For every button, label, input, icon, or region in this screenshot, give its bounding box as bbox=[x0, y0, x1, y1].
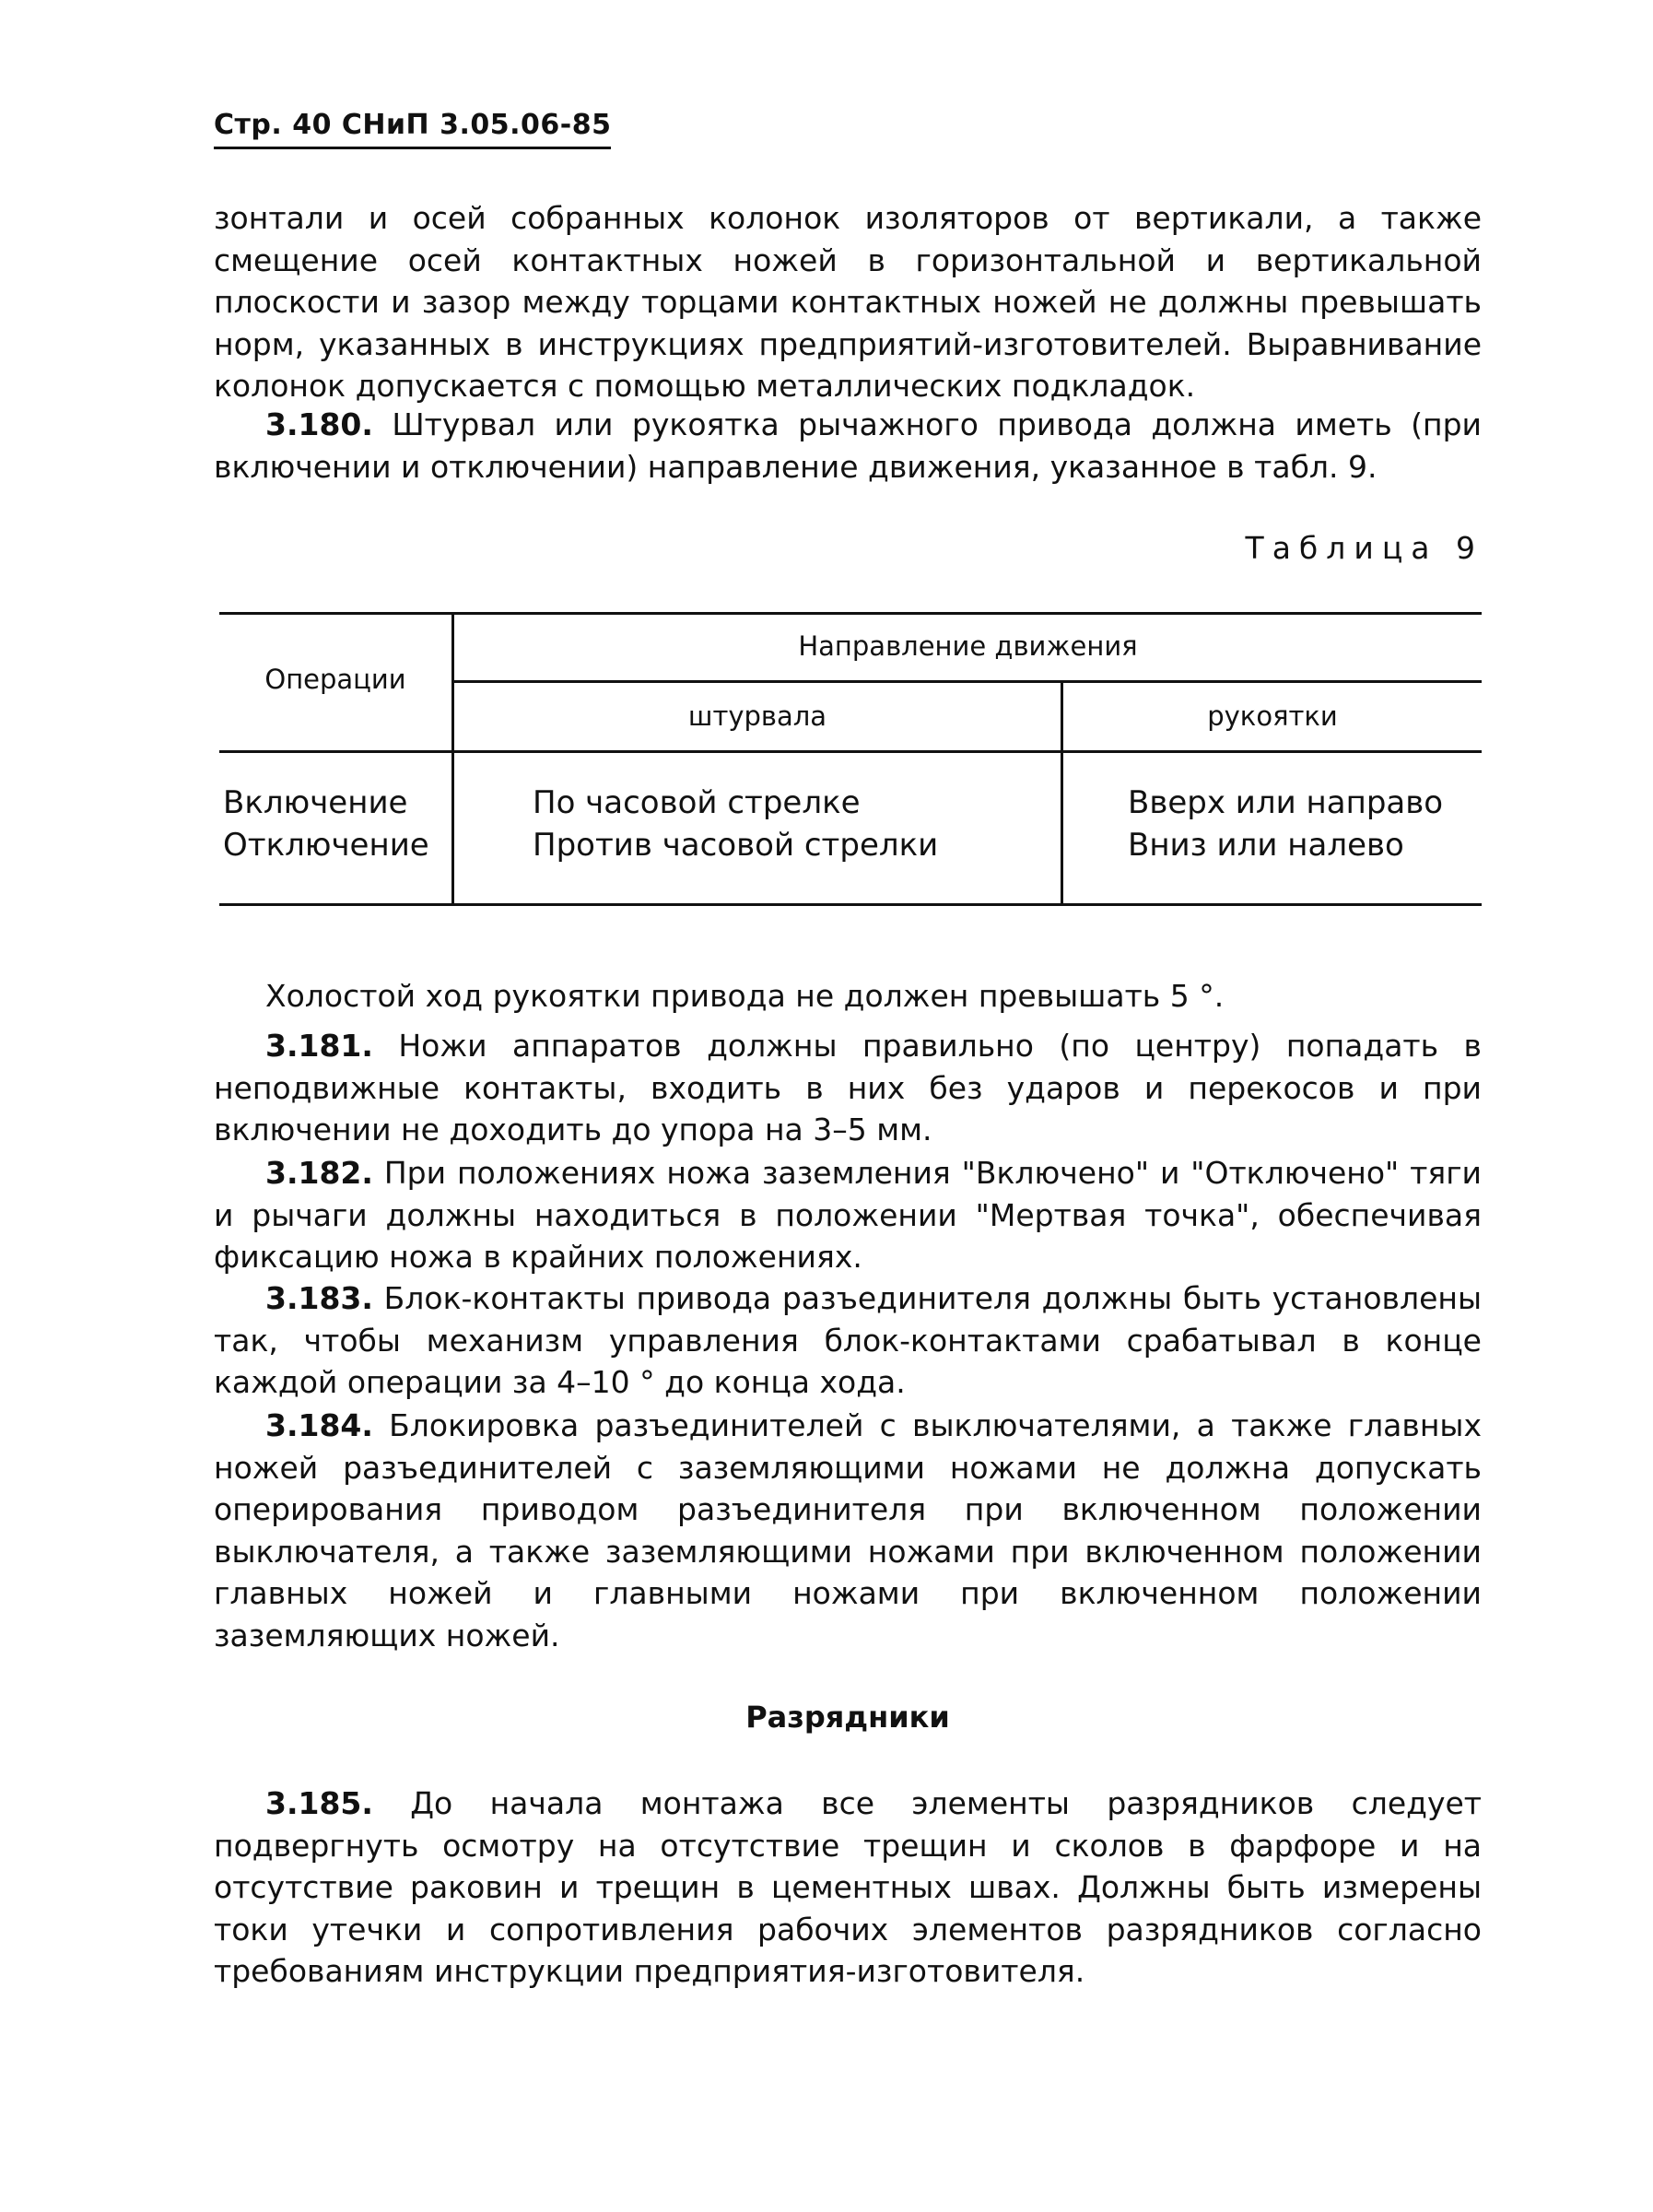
table-top-rule bbox=[219, 612, 1482, 615]
table-caption: Таблица 9 bbox=[1245, 530, 1483, 566]
paragraph-3-182 bbox=[214, 1152, 1482, 1278]
row-wheel-on: По часовой стрелке bbox=[533, 784, 861, 821]
row-handle-on: Вверх или направо bbox=[1128, 784, 1444, 821]
paragraph-continuation: зонтали и осей собранных колонок изоляторов от вертикали, а также смещение осей контактных ножей в горизонтальной и вертикальной плоскости и зазор между торцами контактных ножей не должны превышать норм, указанных в инструкциях предприятий-изготовителей. Выравнивание колонок допускается с помощью металлических подкладок. bbox=[214, 200, 1482, 404]
header-wheel: штурвала bbox=[687, 700, 827, 732]
clause-number: 3.180. bbox=[265, 406, 373, 442]
table-subheader-rule bbox=[451, 680, 1482, 683]
paragraph-3-183 bbox=[214, 1277, 1482, 1404]
table-header-rule bbox=[219, 750, 1482, 753]
clause-number: 3.182. bbox=[265, 1155, 373, 1191]
table-9 bbox=[219, 612, 1482, 907]
clause-text: Штурвал или рукоятка рычажного привода должна иметь (при включении и отключении) направление движения, указанное в табл. 9. bbox=[214, 406, 1482, 485]
header-operations: Операции bbox=[264, 664, 406, 695]
clause-number: 3.181. bbox=[265, 1028, 373, 1064]
paragraph-3-180 bbox=[214, 404, 1482, 488]
header-direction: Направление движения bbox=[798, 630, 1138, 662]
paragraph-3-184 bbox=[214, 1405, 1482, 1656]
table-bottom-rule bbox=[219, 903, 1482, 906]
header-handle: рукоятки bbox=[1207, 700, 1338, 732]
running-head: Стр. 40 СНиП 3.05.06-85 bbox=[214, 109, 611, 149]
paragraph-3-181 bbox=[214, 1025, 1482, 1151]
row-wheel-off: Против часовой стрелки bbox=[533, 827, 939, 864]
section-title: Разрядники bbox=[745, 1700, 950, 1735]
row-operation-off: Отключение bbox=[223, 827, 429, 864]
row-operation-on: Включение bbox=[223, 784, 408, 821]
paragraph-idle-travel: Холостой ход рукоятки привода не должен превышать 5 °. bbox=[265, 978, 1225, 1014]
clause-number: 3.184. bbox=[265, 1407, 373, 1443]
clause-text: Ножи аппаратов должны правильно (по центру) попадать в неподвижные контакты, входить в них без ударов и перекосов и при включении не доходить до упора на 3–5 мм. bbox=[214, 1028, 1482, 1147]
row-handle-off: Вниз или налево bbox=[1128, 827, 1404, 864]
clause-text: До начала монтажа все элементы разрядников следует подвергнуть осмотру на отсутствие трещин и сколов в фарфоре и на отсутствие раковин и трещин в цементных швах. Должны быть измерены токи утечки и сопротивления рабочих элементов разрядников согласно требованиям инструкции предприятия-изготовителя. bbox=[214, 1785, 1482, 1989]
clause-text: Блок-контакты привода разъединителя должны быть установлены так, чтобы механизм управления блок-контактами срабатывал в конце каждой операции за 4–10 ° до конца хода. bbox=[214, 1280, 1482, 1400]
clause-number: 3.185. bbox=[265, 1785, 373, 1821]
paragraph-3-185 bbox=[214, 1783, 1482, 1993]
clause-number: 3.183. bbox=[265, 1280, 373, 1316]
clause-text: При положениях ножа заземления "Включено" и "Отключено" тяги и рычаги должны находиться в положении "Мертвая точка", обеспечивая фиксацию ножа в крайних положениях. bbox=[214, 1155, 1482, 1275]
clause-text: Блокировка разъединителей с выключателями, а также главных ножей разъединителей с заземляющими ножами не должна допускать оперирования приводом разъединителя при включенном положении выключателя, а также заземляющими ножами при включенном положении главных ножей и главными ножами при включенном положении заземляющих ножей. bbox=[214, 1407, 1482, 1653]
